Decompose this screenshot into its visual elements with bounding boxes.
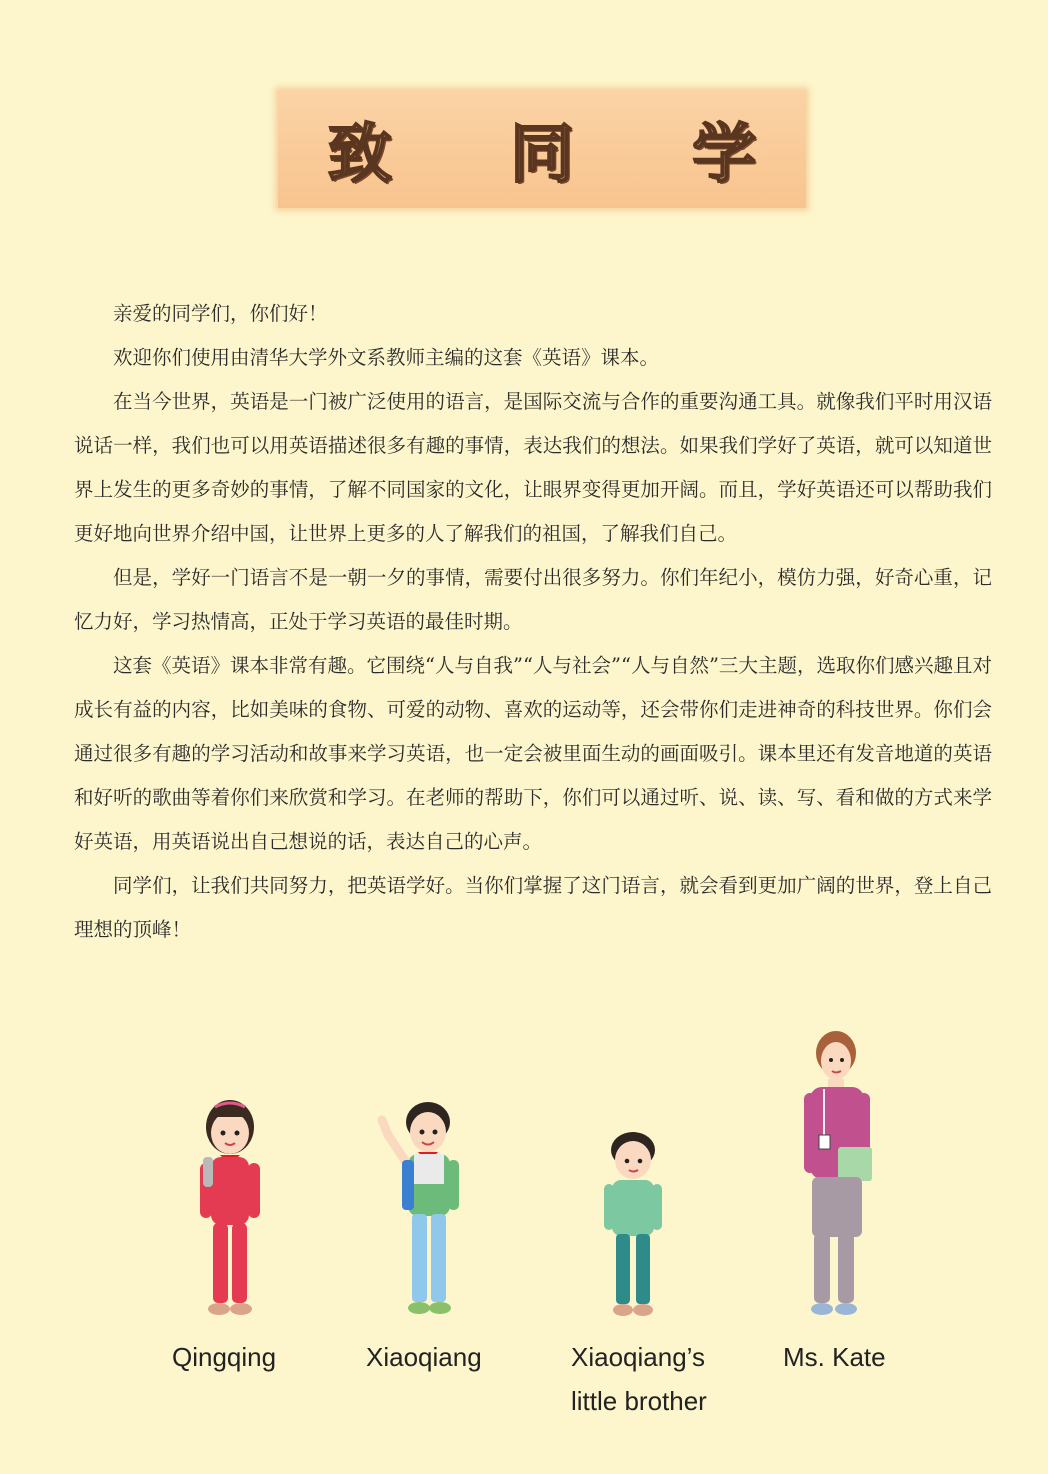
qingqing-illustration (185, 1085, 275, 1325)
title-banner (278, 90, 806, 208)
paragraph-greeting: 亲爱的同学们，你们好！ (113, 302, 328, 325)
paragraph-textbook: 这套《英语》课本非常有趣。它围绕“人与自我”“人与社会”“人与自然”三大主题，选取你们感兴趣且对成长有益的内容，比如美味的食物、可爱的动物、喜欢的运动等，还会带你们走进神奇的科技世界。你们会通过很多有趣的学习活动和故事来学习英语，也一定会被里面生动的画面吸引。课本里还有发音地道的英语和好听的歌曲等着你们来欣赏和学习。在老师的帮助下，你们可以通过听、说、读、写、看和做的方式来学好英语，用英语说出自己想说的话，表达自己的心声。 (74, 654, 992, 853)
page-title: 致 同 学 (327, 118, 805, 192)
paragraph-importance: 在当今世界，英语是一门被广泛使用的语言，是国际交流与合作的重要沟通工具。就像我们平时用汉语说话一样，我们也可以用英语描述很多有趣的事情，表达我们的想法。如果我们学好了英语，就可以知道世界上发生的更多奇妙的事情，了解不同国家的文化，让眼界变得更加开阔。而且，学好英语还可以帮助我们更好地向世界介绍中国，让世界上更多的人了解我们的祖国，了解我们自己。 (74, 390, 992, 545)
character-name-xiaoqiang: Xiaoqiang (366, 1342, 482, 1372)
little-brother-illustration (598, 1120, 668, 1325)
character-name-brother-line1: Xiaoqiang’s (571, 1342, 705, 1372)
character-name-ms-kate: Ms. Kate (783, 1342, 886, 1372)
xiaoqiang-illustration (370, 1090, 470, 1325)
letter-body (74, 292, 992, 952)
character-name-brother-line2: little brother (571, 1386, 707, 1416)
paragraph-closing: 同学们，让我们共同努力，把英语学好。当你们掌握了这门语言，就会看到更加广阔的世界，登上自己理想的顶峰！ (74, 874, 992, 941)
ms-kate-illustration (800, 1027, 880, 1327)
character-name-qingqing: Qingqing (172, 1342, 277, 1372)
paragraph-effort: 但是，学好一门语言不是一朝一夕的事情，需要付出很多努力。你们年纪小，模仿力强，好奇心重，记忆力好，学习热情高，正处于学习英语的最佳时期。 (74, 566, 992, 633)
paragraph-welcome: 欢迎你们使用由清华大学外文系教师主编的这套《英语》课本。 (113, 346, 660, 369)
characters-section (0, 1025, 1048, 1445)
